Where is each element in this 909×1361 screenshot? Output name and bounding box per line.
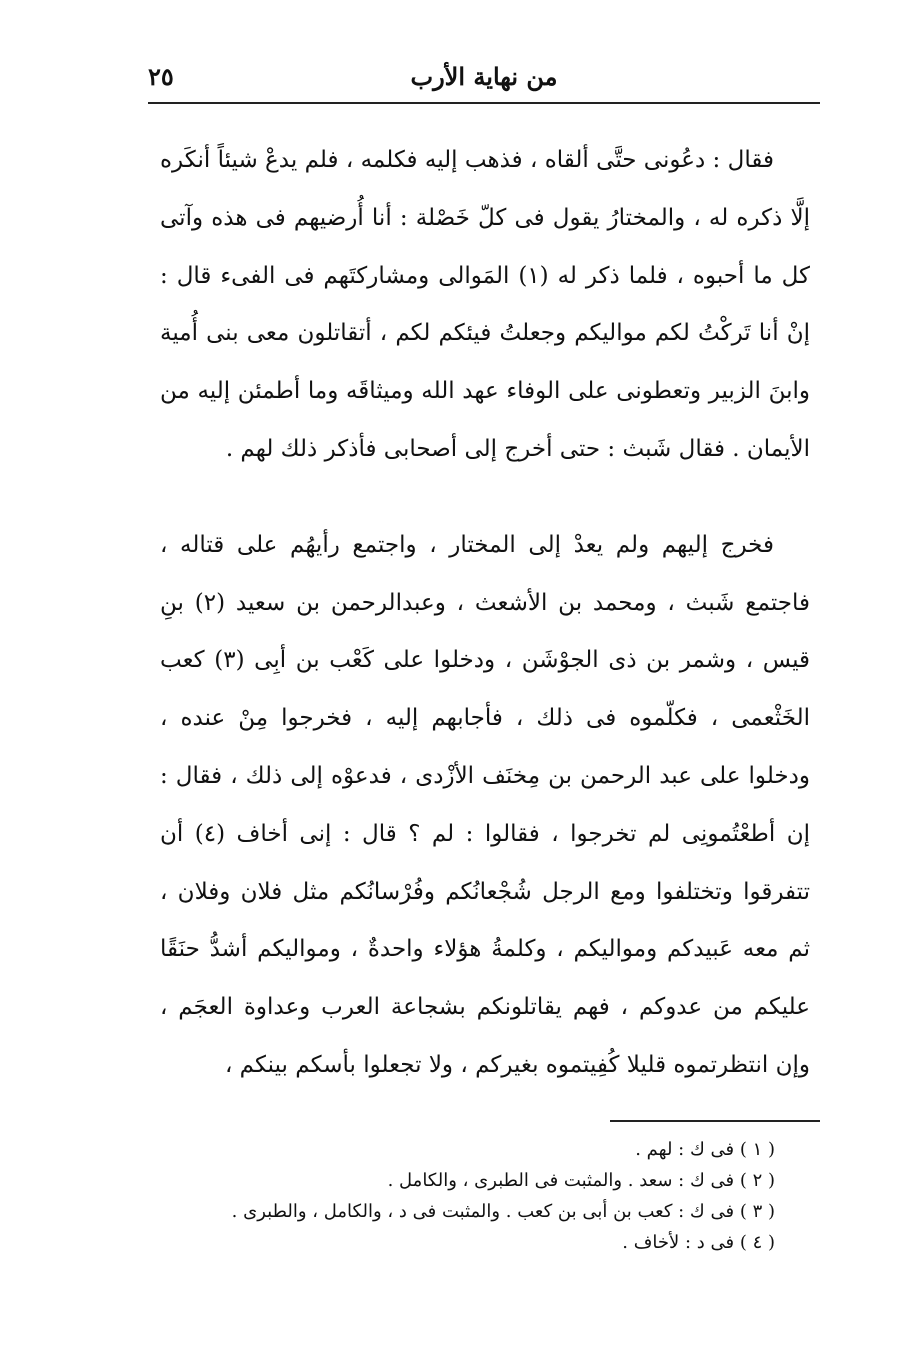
footnotes — [160, 1134, 775, 1258]
main-text — [160, 132, 810, 1095]
footnote: ( ٤ ) فى د : لأخاف . — [622, 1232, 775, 1253]
header-title: من نهاية الأرب — [410, 62, 558, 91]
footnote-divider — [610, 1120, 820, 1122]
footnote: ( ٢ ) فى ك : سعد . والمثبت فى الطبرى ، والكامل . — [387, 1170, 775, 1191]
footnote: ( ١ ) فى ك : لهم . — [635, 1139, 775, 1160]
running-header — [148, 58, 820, 104]
paragraph: فخرج إليهم ولم يعدْ إلى المختار ، واجتمع رأيهُم على قتاله ، فاجتمع شَبث ، ومحمد بن الأشعث ، وعبدالرحمن بن سعيد (٢) بنِ قيس ، وشمر بن ذى الجوْشَن ، ودخلوا على كَعْب بن أبِى (٣) كعب الخَثْعمى ، فكلّموه فى ذلك ، فأجابهم إليه ، فخرجوا مِنْ عنده ، ودخلوا على عبد الرحمن بن مِخنَف الأزْدى ، فدعوْه إلى ذلك ، فقال : إن أطعْتُمونِى لم تخرجوا ، فقالوا : لم ؟ قال : إنى أخاف (٤) أن تتفرقوا وتختلفوا ومع الرجل شُجْعانُكم وفُرْسانُكم مثل فلان وفلان ، ثم معه عَبيدكم ومواليكم ، وكلمةُ هؤلاء واحدةٌ ، ومواليكم أشدُّ حنَقًا عليكم من عدوكم ، فهم يقاتلونكم بشجاعة العرب وعداوة العجَم ، وإن انتظرتموه قليلا كُفِيتموه بغيركم ، ولا تجعلوا بأسكم بينكم ، — [160, 531, 810, 1078]
footnote: ( ٣ ) فى ك : كعب بن أبى بن كعب . والمثبت فى د ، والكامل ، والطبرى . — [231, 1201, 775, 1222]
paragraph: فقال : دعُونى حتَّى ألقاه ، فذهب إليه فكلمه ، فلم يدعْ شيئاً أنكَره إلَّا ذكره له ، والمختارُ يقول فى كلّ خَصْلة : أنا أُرضيهم فى هذه وآتى كل ما أحبوه ، فلما ذكر له (١) المَوالى ومشاركتَهم فى الفىء قال : إنْ أنا تَركْتُ لكم مواليكم وجعلتُ فيئكم لكم ، أتقاتلون معى بنى أُمية وابنَ الزبير وتعطونى على الوفاء عهد الله وميثاقَه وما أطمئن إليه من الأيمان . فقال شَبث : حتى أخرج إلى أصحابى فأذكر ذلك لهم . — [160, 147, 810, 462]
page-number: ٢٥ — [148, 62, 174, 91]
